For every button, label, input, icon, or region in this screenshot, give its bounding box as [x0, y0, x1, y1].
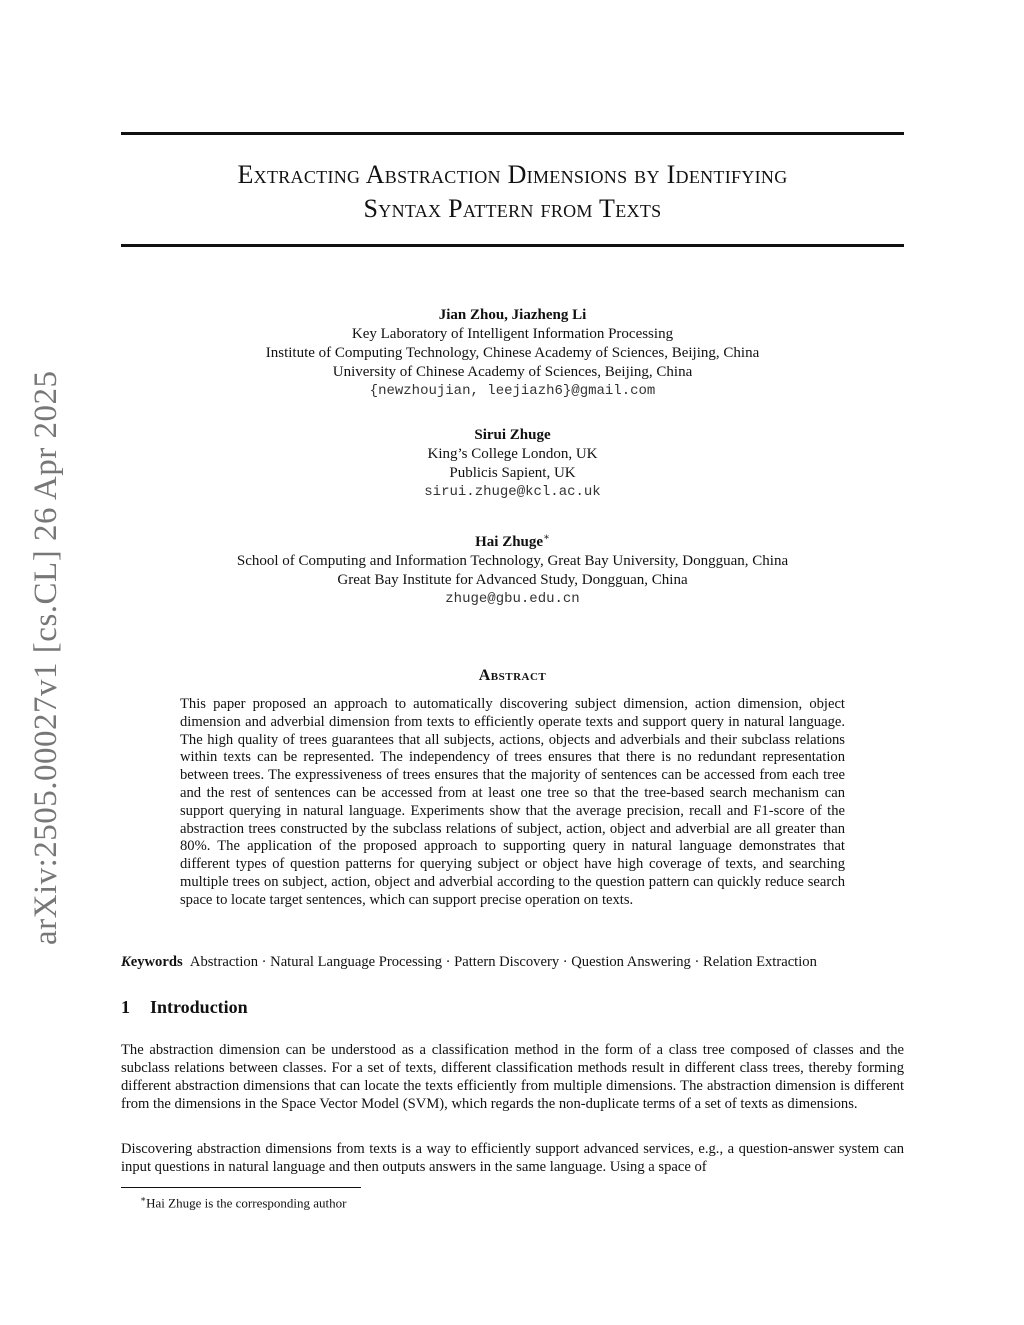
section-heading [121, 997, 248, 1018]
author-name: Hai Zhuge [475, 534, 544, 550]
keywords-label-initial: K [121, 954, 131, 970]
author-name: Jian Zhou, Jiazheng Li [438, 307, 587, 323]
footnote [140, 1191, 347, 1211]
footnote-rule [121, 1187, 361, 1188]
author-email[interactable]: {newzhoujian, leejiazh6}@gmail.com [369, 383, 656, 399]
section-number: 1 [121, 997, 130, 1017]
author-name: Sirui Zhuge [474, 427, 551, 443]
author-affiliation: Institute of Computing Technology, Chinese Academy of Sciences, Beijing, China [265, 345, 760, 361]
abstract-text: This paper proposed an approach to automatically discovering subject dimension, action dimension, object dimension and adverbial dimension from texts to efficiently operate texts and support query in natural language. The high quality of trees guarantees that all subjects, actions, objects and adverbials and their subclass relations within texts can be represented. The independency of trees ensures that there is no redundant representation between trees. The expressiveness of trees ensures that the majority of sentences can be accessed from each tree and the rest of sentences can be accessed from at least one tree so that the tree-based search mechanism can support querying in natural language. Experiments show that the average precision, recall and F1-score of the abstraction trees constructed by the subclass relations of subject, action, object and adverbial are all greater than 80%. The application of the proposed approach to supporting query in natural language demonstrates that different types of question patterns for querying subject or object have high coverage of texts, and searching multiple trees on subject, action, object and adverbial according to the question pattern can quickly reduce search space to locate target sentences, which can support precise operation on texts. [180, 696, 845, 908]
paper-title [121, 158, 904, 226]
abstract-heading: Abstract [478, 667, 547, 684]
corresponding-author-marker: ∗ [543, 532, 550, 543]
body-paragraph-2: Discovering abstraction dimensions from texts is a way to efficiently support advanced services, e.g., a question-answer system can input questions in natural language and then outputs answers in the same language. Using a space of [121, 1141, 904, 1175]
title-top-rule [121, 132, 904, 135]
title-line-2: Syntax Pattern from Texts [363, 194, 662, 223]
author-block-2 [121, 426, 904, 502]
arxiv-identifier[interactable]: arXiv:2505.00027v1 [cs.CL] 26 Apr 2025 [28, 370, 64, 945]
title-line-1: Extracting Abstraction Dimensions by Identifying [237, 160, 788, 189]
body-paragraph-1: The abstraction dimension can be understood as a classification method in the form of a class tree composed of classes and the subclass relations between classes. For a set of texts, different classification methods result in different class trees, thereby forming different abstraction dimensions that can locate the texts efficiently from multiple dimensions. The abstraction dimension is different from the dimensions in the Space Vector Model (SVM), which regards the non-duplicate terms of a set of texts as dimensions. [121, 1042, 904, 1112]
title-bottom-rule [121, 244, 904, 247]
keywords-line [121, 953, 904, 972]
footnote-marker: ∗ [140, 1194, 147, 1204]
author-email[interactable]: zhuge@gbu.edu.cn [445, 591, 580, 607]
footnote-text: Hai Zhuge is the corresponding author [146, 1195, 347, 1211]
author-affiliation: Great Bay Institute for Advanced Study, Dongguan, China [337, 572, 688, 588]
author-affiliation: Publicis Sapient, UK [449, 465, 576, 481]
keywords-list: Abstraction · Natural Language Processing · Pattern Discovery · Question Answering · Relation Extraction [189, 954, 817, 970]
author-affiliation: University of Chinese Academy of Sciences, Beijing, China [332, 364, 693, 380]
author-block-1 [121, 306, 904, 401]
author-block-3 [121, 528, 904, 609]
author-affiliation: Key Laboratory of Intelligent Information Processing [351, 326, 674, 342]
author-name-row [121, 528, 904, 552]
author-affiliation: King’s College London, UK [427, 446, 598, 462]
keywords-label [121, 954, 183, 970]
author-affiliation: School of Computing and Information Technology, Great Bay University, Dongguan, China [236, 553, 789, 569]
author-email[interactable]: sirui.zhuge@kcl.ac.uk [424, 484, 601, 500]
section-title: Introduction [150, 997, 248, 1017]
keywords-label-rest: eywords [130, 954, 183, 970]
